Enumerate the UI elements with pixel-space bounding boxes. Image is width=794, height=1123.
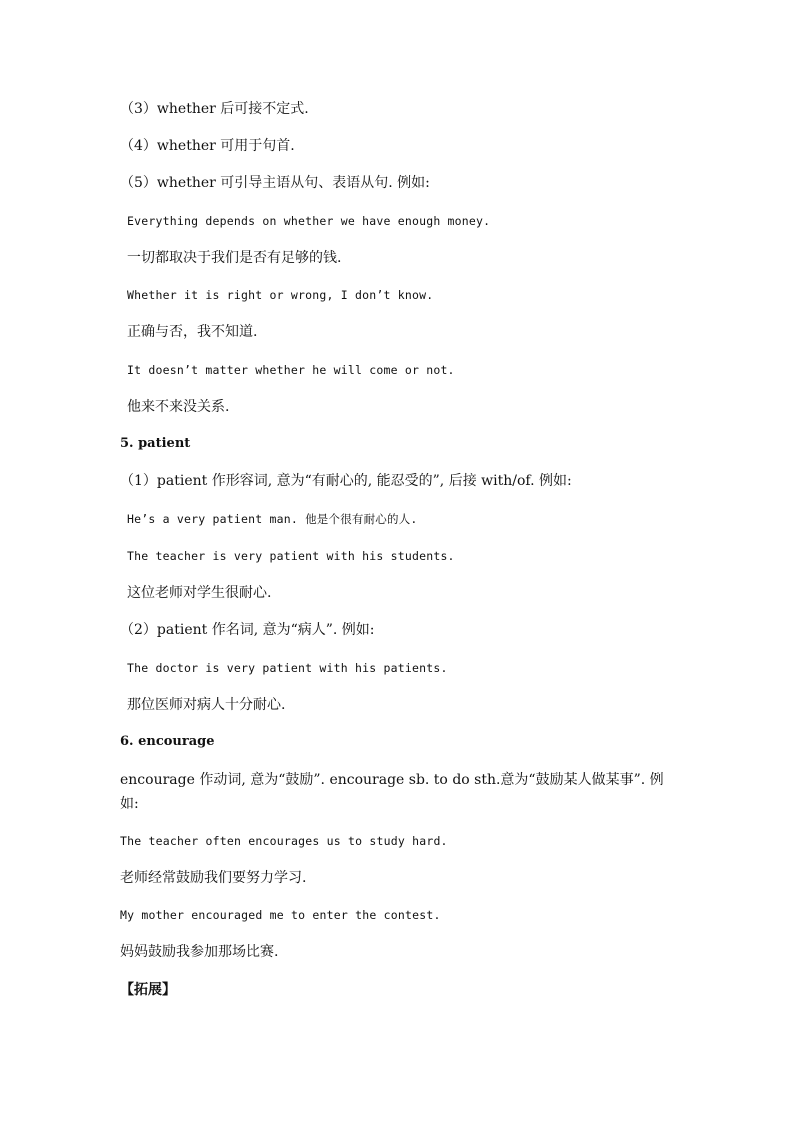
example-en-5: The teacher is very patient with his students. — [127, 549, 455, 563]
example-cn-7: 老师经常鼓励我们要努力学习. — [120, 870, 307, 886]
example-cn-8: 妈妈鼓励我参加那场比赛. — [120, 944, 279, 960]
example-cn-5: 这位老师对学生很耐心. — [127, 585, 272, 601]
example-cn-3: 他来不来没关系. — [127, 399, 230, 415]
note-whether-5: （5）whether 可引导主语从句、表语从句. 例如: — [120, 175, 430, 191]
note-patient-1: （1）patient 作形容词, 意为“有耐心的, 能忍受的”, 后接 with/of. 例如: — [120, 473, 572, 489]
section-heading-encourage: 6. encourage — [120, 734, 215, 749]
example-en-1: Everything depends on whether we have enough money. — [127, 214, 491, 228]
example-cn-1: 一切都取决于我们是否有足够的钱. — [127, 250, 342, 266]
extension-heading: 【拓展】 — [120, 982, 176, 998]
example-en-7: The teacher often encourages us to study hard. — [120, 834, 448, 848]
note-patient-2: （2）patient 作名词, 意为“病人”. 例如: — [120, 622, 375, 638]
example-en-4: He’s a very patient man. 他是个很有耐心的人. — [127, 512, 418, 526]
example-en-6: The doctor is very patient with his patients. — [127, 661, 448, 675]
example-en-3: It doesn’t matter whether he will come or not. — [127, 363, 455, 377]
note-encourage-cont: 如: — [120, 796, 139, 812]
example-cn-2: 正确与否，我不知道. — [127, 324, 258, 340]
section-heading-patient: 5. patient — [120, 436, 191, 451]
note-whether-3: （3）whether 后可接不定式. — [120, 101, 309, 117]
note-whether-4: （4）whether 可用于句首. — [120, 138, 295, 154]
example-en-8: My mother encouraged me to enter the contest. — [120, 908, 441, 922]
example-en-2: Whether it is right or wrong, I don’t know. — [127, 288, 434, 302]
example-cn-6: 那位医师对病人十分耐心. — [127, 697, 286, 713]
note-encourage: encourage 作动词, 意为“鼓励”. encourage sb. to do sth.意为“鼓励某人做某事”. 例 — [120, 772, 664, 788]
